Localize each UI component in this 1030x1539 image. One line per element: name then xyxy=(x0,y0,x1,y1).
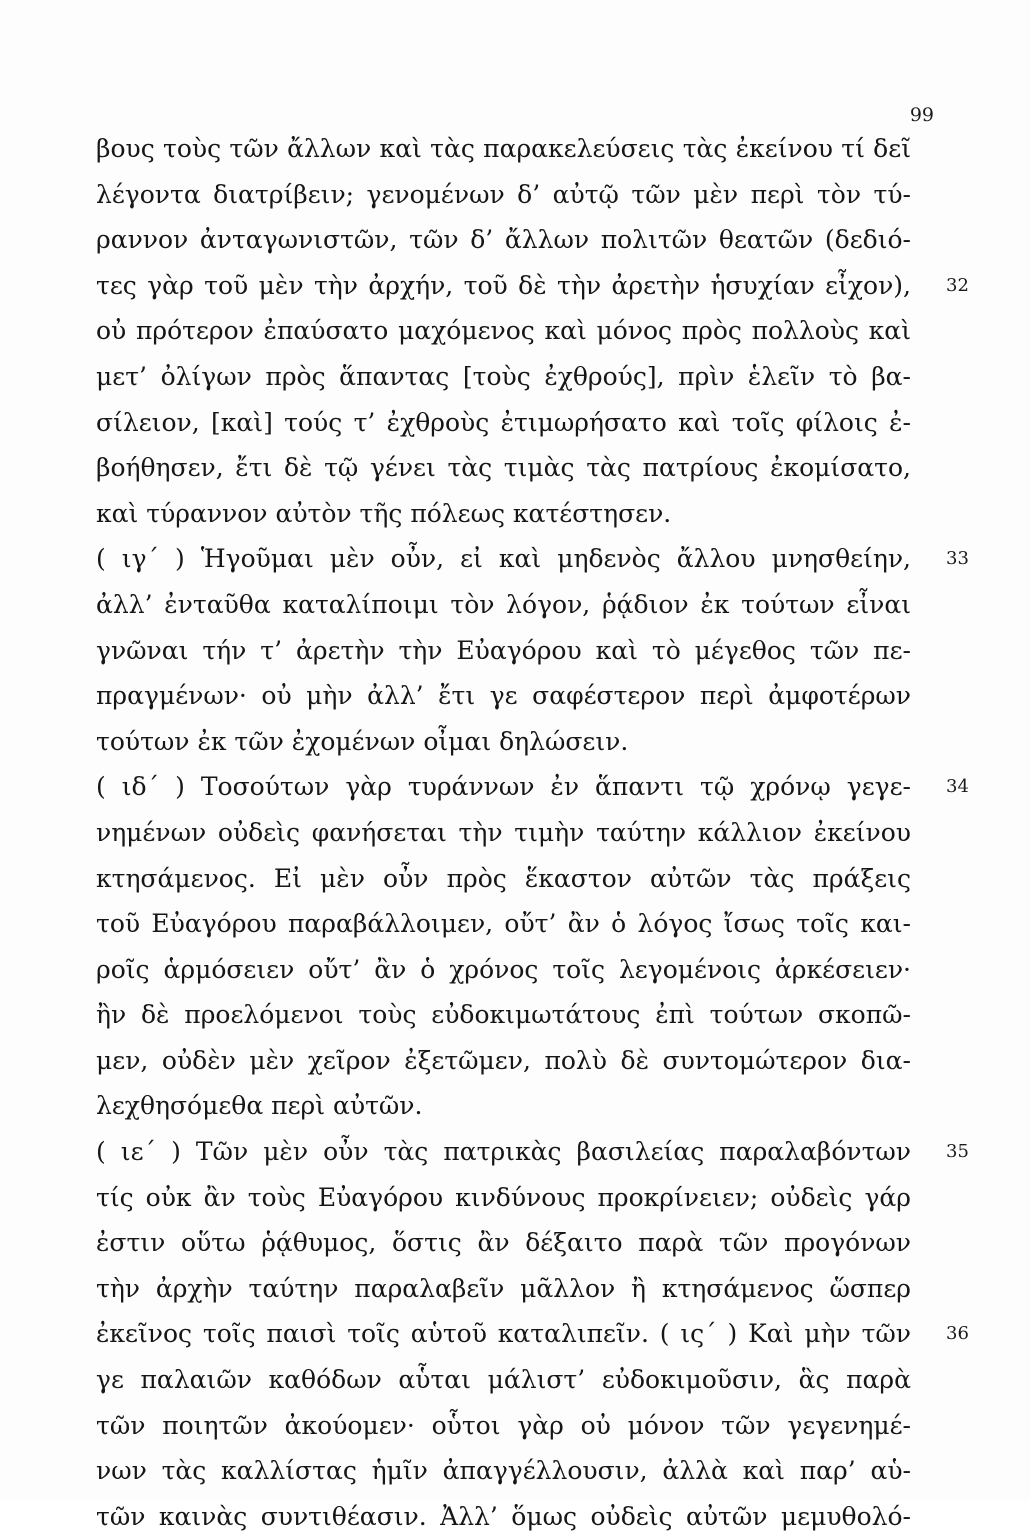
text-line xyxy=(96,1403,911,1449)
line-text: κτησάμενος. Εἰ μὲν οὖν πρὸς ἕκαστον αὐτῶν τὰς πράξεις xyxy=(96,863,911,893)
text-line xyxy=(96,308,911,354)
line-text: τες γὰρ τοῦ μὲν τὴν ἀρχήν, τοῦ δὲ τὴν ἀρετὴν ἡσυχίαν εἶχον), xyxy=(96,270,911,300)
text-line xyxy=(96,947,911,993)
text-line xyxy=(96,628,911,674)
line-text: ἀλλ’ ἐνταῦθα καταλίποιμι τὸν λόγον, ῥᾴδιον ἐκ τούτων εἶναι xyxy=(96,589,911,619)
text-line xyxy=(96,901,911,947)
line-text: πραγμένων· οὐ μὴν ἀλλ’ ἔτι γε σαφέστερον περὶ ἀμφοτέρων xyxy=(96,681,911,711)
line-text: τίς οὐκ ἂν τοὺς Εὐαγόρου κινδύνους προκρίνειεν; οὐδεὶς γάρ xyxy=(96,1182,911,1212)
text-line xyxy=(96,992,911,1038)
line-text: σίλειον, [καὶ] τούς τ’ ἐχθροὺς ἐτιμωρήσατο καὶ τοῖς φίλοις ἐ- xyxy=(96,407,911,437)
line-text: μετ’ ὀλίγων πρὸς ἅπαντας [τοὺς ἐχθρούς], πρὶν ἑλεῖν τὸ βα- xyxy=(96,361,911,391)
line-text: ἐστιν οὕτω ῥᾴθυμος, ὅστις ἂν δέξαιτο παρὰ τῶν προγόνων xyxy=(96,1228,911,1258)
text-line xyxy=(96,1083,911,1129)
line-text: γε παλαιῶν καθόδων αὗται μάλιστ’ εὐδοκιμοῦσιν, ἃς παρὰ xyxy=(96,1365,911,1395)
line-text: ἢν δὲ προελόμενοι τοὺς εὐδοκιμωτάτους ἐπὶ τούτων σκοπῶ- xyxy=(96,1000,911,1030)
line-text: νημένων οὐδεὶς φανήσεται τὴν τιμὴν ταύτην κάλλιον ἐκείνου xyxy=(96,817,911,847)
line-text: μεν, οὐδὲν μὲν χεῖρον ἐξετῶμεν, πολὺ δὲ συντομώτερον δια- xyxy=(96,1045,911,1075)
text-line xyxy=(96,536,969,582)
text-line xyxy=(96,1494,911,1539)
text-line xyxy=(96,1129,969,1175)
text-line xyxy=(96,1175,911,1221)
line-text: ( ιγ΄ ) Ἡγοῦμαι μὲν οὖν, εἰ καὶ μηδενὸς ἄλλου μνησθείην, xyxy=(96,544,911,574)
line-text: βους τοὺς τῶν ἄλλων καὶ τὰς παρακελεύσεις τὰς ἐκείνου τί δεῖ xyxy=(96,134,911,163)
text-line xyxy=(96,491,911,537)
text-line xyxy=(96,1448,911,1494)
text-line xyxy=(96,1311,969,1357)
line-text: τὴν ἀρχὴν ταύτην παραλαβεῖν μᾶλλον ἢ κτησάμενος ὥσπερ xyxy=(96,1273,911,1303)
text-line xyxy=(96,1220,911,1266)
line-text: νων τὰς καλλίστας ἡμῖν ἀπαγγέλλουσιν, ἀλλὰ καὶ παρ’ αὑ- xyxy=(96,1456,911,1486)
line-text: ἐκεῖνος τοῖς παισὶ τοῖς αὑτοῦ καταλιπεῖν. ( ις΄ ) Καὶ μὴν τῶν xyxy=(96,1319,911,1349)
text-line xyxy=(96,354,911,400)
text-line xyxy=(96,1266,911,1312)
section-margin-number: 32 xyxy=(946,274,969,296)
section-margin-number: 36 xyxy=(946,1323,969,1345)
line-text: τούτων ἐκ τῶν ἐχομένων οἶμαι δηλώσειν. xyxy=(96,726,629,756)
line-text: λεχθησόμεθα περὶ αὐτῶν. xyxy=(96,1091,423,1121)
text-line xyxy=(96,263,969,309)
text-line xyxy=(96,400,911,446)
line-text: βοήθησεν, ἔτι δὲ τῷ γένει τὰς τιμὰς τὰς πατρίους ἐκομίσατο, xyxy=(96,453,911,483)
section-margin-number: 34 xyxy=(946,776,969,798)
line-text: ( ιδ΄ ) Τοσούτων γὰρ τυράννων ἐν ἅπαντι τῷ χρόνῳ γεγε- xyxy=(96,772,911,802)
text-line xyxy=(96,673,911,719)
greek-text-body xyxy=(96,126,969,1539)
text-line xyxy=(96,126,911,172)
line-text: ροῖς ἁρμόσειεν οὔτ’ ἂν ὁ χρόνος τοῖς λεγομένοις ἀρκέσειεν· xyxy=(96,954,911,984)
text-line xyxy=(96,764,969,810)
line-text: ραννον ἀνταγωνιστῶν, τῶν δ’ ἄλλων πολιτῶν θεατῶν (δεδιό- xyxy=(96,225,911,255)
line-text: ( ιε΄ ) Τῶν μὲν οὖν τὰς πατρικὰς βασιλείας παραλαβόντων xyxy=(96,1137,911,1167)
text-line xyxy=(96,810,911,856)
line-text: λέγοντα διατρίβειν; γενομένων δ’ αὐτῷ τῶν μὲν περὶ τὸν τύ- xyxy=(96,179,911,209)
text-line xyxy=(96,1357,911,1403)
line-text: τῶν ποιητῶν ἀκούομεν· οὗτοι γὰρ οὐ μόνον τῶν γεγενημέ- xyxy=(96,1410,911,1440)
text-line xyxy=(96,445,911,491)
section-margin-number: 35 xyxy=(946,1141,969,1163)
line-text: γνῶναι τήν τ’ ἀρετὴν τὴν Εὐαγόρου καὶ τὸ μέγεθος τῶν πε- xyxy=(96,635,911,665)
line-text: τοῦ Εὐαγόρου παραβάλλοιμεν, οὔτ’ ἂν ὁ λόγος ἴσως τοῖς και- xyxy=(96,909,911,939)
page-number: 99 xyxy=(909,104,934,126)
line-text: οὐ πρότερον ἐπαύσατο μαχόμενος καὶ μόνος πρὸς πολλοὺς καὶ xyxy=(96,316,911,346)
text-line xyxy=(96,719,911,765)
text-line xyxy=(96,1038,911,1084)
text-line xyxy=(96,217,911,263)
line-text: καὶ τύραννον αὐτὸν τῆς πόλεως κατέστησεν. xyxy=(96,498,672,528)
line-text: τῶν καινὰς συντιθέασιν. Ἀλλ’ ὅμως οὐδεὶς αὐτῶν μεμυθολό- xyxy=(96,1501,911,1531)
section-margin-number: 33 xyxy=(946,548,969,570)
text-line xyxy=(96,582,911,628)
text-line xyxy=(96,856,911,902)
text-line xyxy=(96,172,911,218)
